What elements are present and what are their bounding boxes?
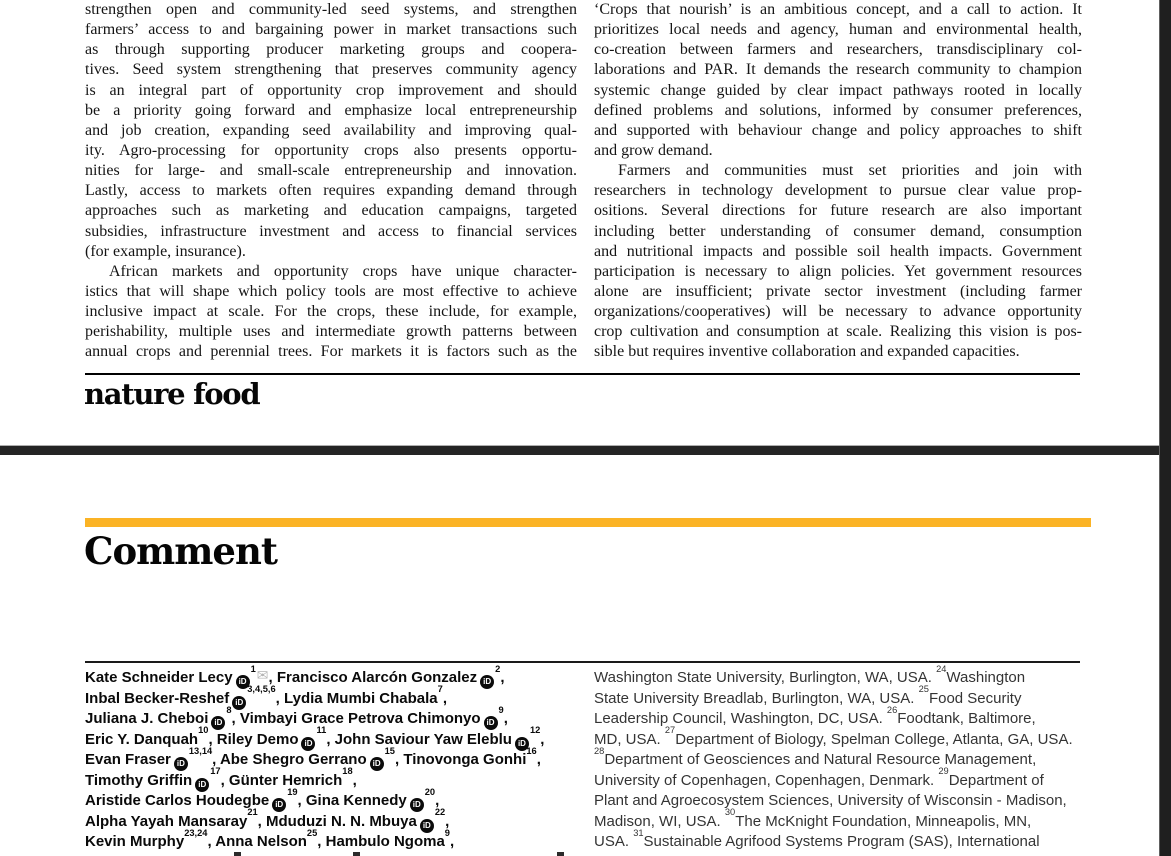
- affiliation-superscript: 17: [210, 766, 221, 777]
- affiliation-superscript: 28: [594, 745, 605, 756]
- affiliation-superscript: 16: [526, 745, 537, 756]
- text: ,: [257, 812, 266, 830]
- text: ,: [212, 751, 220, 768]
- author-name: Tinovonga Gonhi: [403, 751, 527, 768]
- email-icon[interactable]: ✉: [256, 668, 269, 684]
- author-line: [85, 745, 595, 771]
- text-line: farmers’ access to and bargaining power in market transactions such: [85, 21, 577, 39]
- text-line: (for example, insurance).: [85, 242, 246, 260]
- text-line: systemic change guided by clear impact pathways rooted in locally: [594, 81, 1082, 99]
- orcid-icon[interactable]: iD: [232, 696, 246, 710]
- text: University of Copenhagen, Copenhagen, Denmark.: [594, 771, 939, 789]
- author-name: Aristide Carlos Houdegbe: [85, 792, 270, 809]
- affiliation-line: [594, 807, 1084, 833]
- page-divider-bar: [0, 445, 1171, 455]
- text: Food Security: [928, 689, 1022, 707]
- orcid-icon[interactable]: iD: [272, 798, 286, 812]
- footer-rule: [85, 373, 1080, 375]
- text: Madison, WI, USA.: [594, 812, 725, 830]
- text: ,: [536, 751, 541, 768]
- text: Department of Geosciences and Natural Resource Management,: [604, 751, 1037, 768]
- affiliation-superscript: 12: [529, 725, 541, 736]
- author-name: Kate Schneider Lecy: [85, 669, 233, 686]
- orcid-icon[interactable]: iD: [236, 675, 250, 689]
- text: ,: [442, 689, 447, 707]
- text-line: as through supporting producer marketing groups and coopera-: [85, 41, 577, 59]
- author-line: [85, 766, 595, 792]
- text-line: co-creation between farmers and researchers, transdisciplinary col-: [594, 41, 1082, 59]
- author-name: Mduduzi N. N. Mbuya: [266, 812, 417, 830]
- author-name: Inbal Becker-Reshef: [85, 689, 230, 707]
- text-line: defined problems and solutions, informed by consumer preferences,: [594, 101, 1082, 119]
- text: Foodtank, Baltimore,: [897, 710, 1036, 727]
- text: Plant and Agroecosystem Sciences, University of Wisconsin - Madison,: [594, 792, 1067, 809]
- text: Leadership Council, Washington, DC, USA.: [594, 710, 887, 727]
- text-line: inclusive impact at scale. For the crops, these include, for example,: [85, 303, 577, 321]
- author-line: [85, 786, 595, 812]
- author-line: [85, 725, 595, 751]
- affiliation-superscript: 25: [918, 684, 929, 695]
- author-name: Kevin Murphy: [85, 833, 185, 850]
- text-line: istics that will shape which policy tools are most effective to achieve: [85, 282, 577, 300]
- authors-rule: [85, 661, 1080, 663]
- text-line: is an integral part of opportunity crop improvement and should: [85, 81, 577, 99]
- author-name: Hambulo Ngoma: [325, 833, 445, 850]
- text-line: including better understanding of consumer demand, consumption: [594, 222, 1082, 240]
- text: ,: [435, 792, 440, 809]
- orcid-icon[interactable]: iD: [301, 737, 315, 751]
- author-name: Evan Fraser: [85, 751, 171, 768]
- text: ,: [208, 730, 217, 748]
- text: Department of: [948, 771, 1044, 789]
- orcid-icon[interactable]: iD: [420, 819, 434, 833]
- author-name: Vimbayi Grace Petrova Chimonyo: [239, 710, 481, 727]
- text: ,: [540, 730, 545, 748]
- affiliation-superscript: 24: [936, 663, 947, 674]
- author-line: [85, 663, 595, 689]
- orcid-icon[interactable]: iD: [410, 798, 424, 812]
- affiliation-superscript: 23,24: [184, 827, 208, 838]
- text: ,: [326, 730, 335, 748]
- text: Department of Biology, Spelman College, Atlanta, GA, USA.: [675, 730, 1073, 748]
- text-line: subsidies, infrastructure investment and access to financial services: [85, 222, 577, 240]
- article-text-right-column: [594, 0, 1082, 363]
- affiliation-line: [594, 745, 1084, 771]
- text-line: alone are insufficient; private sector investment (including farmer: [594, 282, 1082, 300]
- text: ,: [207, 833, 216, 850]
- affiliation-superscript: 13,14: [188, 745, 213, 756]
- comment-accent-bar: [85, 518, 1091, 527]
- affiliation-line: [594, 684, 1084, 710]
- clipped-text-fragment: [557, 852, 564, 856]
- affiliation-superscript: 20: [424, 786, 436, 797]
- affiliation-superscript: 10: [198, 725, 209, 736]
- author-name: Günter Hemrich: [228, 771, 343, 789]
- text: USA.: [594, 833, 634, 850]
- text-line: and nutritional impacts and possible soil health impacts. Government: [594, 242, 1082, 260]
- clipped-text-fragments: [85, 852, 585, 856]
- author-name: Timothy Griffin: [85, 771, 193, 789]
- orcid-icon[interactable]: iD: [484, 716, 498, 730]
- text: ,: [275, 689, 285, 707]
- text-line: perishability, multiple uses and intermediate growth patterns between: [85, 323, 577, 341]
- text-line: annual crops and perennial trees. For markets it is factors such as the: [85, 343, 577, 361]
- text-line: and grow demand.: [594, 141, 713, 159]
- author-name: John Saviour Yaw Eleblu: [334, 730, 512, 748]
- author-line: [85, 704, 595, 730]
- text: ,: [394, 751, 404, 768]
- orcid-icon[interactable]: iD: [480, 675, 494, 689]
- affiliation-line: [594, 791, 1084, 812]
- affiliation-superscript: 15: [384, 745, 395, 756]
- text: The McKnight Foundation, Minneapolis, MN,: [735, 812, 1032, 830]
- text-line: sible but requires inventive collaboration and expanded capacities.: [594, 343, 1020, 361]
- affiliation-superscript: 18: [342, 766, 353, 777]
- text: ,: [317, 833, 326, 850]
- text: State University Breadlab, Burlington, WA, USA.: [594, 689, 919, 707]
- author-name: Gina Kennedy: [305, 792, 407, 809]
- author-name: Abe Shegro Gerrano: [219, 751, 367, 768]
- affiliation-superscript: 26: [886, 704, 898, 715]
- text-line: and job creation, expanding seed availability and improving qual-: [85, 121, 577, 139]
- affiliation-superscript: 27: [664, 725, 676, 736]
- affiliation-line: [594, 827, 1084, 853]
- author-name: Anna Nelson: [215, 833, 307, 850]
- author-name: Francisco Alarcón Gonzalez: [276, 669, 478, 686]
- affiliation-superscript: 8: [226, 704, 232, 715]
- text: Washington State University, Burlington, WA, USA.: [594, 669, 937, 686]
- text: ,: [449, 833, 455, 850]
- text-line: organizations/cooperatives) will be necessary to advance opportunity: [594, 303, 1082, 321]
- text: Sustainable Agrifood Systems Program (SAS), International: [643, 833, 1040, 850]
- affiliation-superscript: 7: [437, 684, 443, 695]
- text: ,: [268, 669, 277, 686]
- text: MD, USA.: [594, 730, 665, 748]
- text: ,: [503, 710, 508, 727]
- article-text-left-column: [85, 0, 577, 363]
- clipped-text-fragment: [234, 852, 241, 856]
- affiliation-superscript: 22: [434, 807, 446, 818]
- page-edge-bar: [1159, 0, 1171, 856]
- comment-heading: Comment: [84, 529, 277, 573]
- affiliation-superscript: 2: [495, 663, 501, 674]
- text-line: participation is necessary to align policies. Yet government resources: [594, 262, 1082, 280]
- author-name: Riley Demo: [216, 730, 299, 748]
- text-line: laborations and PAR. It demands the research community to champion: [594, 61, 1082, 79]
- orcid-icon[interactable]: iD: [195, 778, 209, 792]
- affiliation-superscript: 3,4,5,6: [247, 684, 276, 695]
- text-line: ositions. Several directions for future research are also important: [594, 202, 1082, 220]
- orcid-icon[interactable]: iD: [515, 737, 529, 751]
- journal-logo: nature food: [84, 377, 260, 411]
- text: ,: [500, 669, 505, 686]
- orcid-icon[interactable]: iD: [211, 716, 225, 730]
- affiliation-superscript: 31: [633, 827, 644, 838]
- text: Washington: [946, 669, 1026, 686]
- affiliation-superscript: 29: [938, 766, 949, 777]
- affiliation-line: [594, 725, 1084, 751]
- text: ,: [445, 812, 450, 830]
- author-line: [85, 827, 595, 853]
- affiliation-line: [594, 766, 1084, 792]
- affiliation-superscript: 9: [498, 704, 504, 715]
- text-line: Lastly, access to markets often requires expanding demand through: [85, 182, 577, 200]
- text-line: African markets and opportunity crops have unique character-: [109, 262, 577, 280]
- text-line: strengthen open and community-led seed systems, and strengthen: [85, 1, 577, 18]
- text-line: Farmers and communities must set priorities and join with: [618, 162, 1082, 180]
- affiliation-superscript: 30: [724, 807, 736, 818]
- orcid-icon[interactable]: iD: [174, 757, 188, 771]
- text-line: ‘Crops that nourish’ is an ambitious concept, and a call to action. It: [594, 1, 1082, 18]
- author-list: [85, 663, 595, 853]
- affiliation-superscript: 21: [247, 807, 258, 818]
- text-line: tives. Seed system strengthening that preserves community agency: [85, 61, 577, 79]
- affiliation-superscript: 25: [306, 827, 318, 838]
- orcid-icon[interactable]: iD: [370, 757, 384, 771]
- affiliations-column: [594, 663, 1084, 853]
- text-line: researchers in technology development to pursue clear value prop-: [594, 182, 1082, 200]
- author-line: [85, 684, 595, 710]
- author-name: Eric Y. Danquah: [85, 730, 199, 748]
- affiliation-superscript: 1: [250, 663, 256, 674]
- text-line: approaches such as marketing and education campaigns, targeted: [85, 202, 577, 220]
- affiliation-superscript: 19: [287, 786, 298, 797]
- text: ,: [352, 771, 357, 789]
- author-name: Lydia Mumbi Chabala: [284, 689, 438, 707]
- affiliation-line: [594, 663, 1084, 689]
- text-line: nities for large- and small-scale entrepreneurship and innovation.: [85, 162, 577, 180]
- affiliation-superscript: 9: [444, 827, 450, 838]
- text: ,: [297, 792, 306, 809]
- clipped-text-fragment: [353, 852, 360, 856]
- author-name: Alpha Yayah Mansaray: [85, 812, 248, 830]
- affiliation-superscript: 11: [316, 725, 327, 736]
- text: ,: [231, 710, 240, 727]
- text-line: and supported with behaviour change and policy approaches to shift: [594, 121, 1082, 139]
- text-line: prioritizes local needs and agency, human and environmental health,: [594, 21, 1082, 39]
- author-line: [85, 807, 595, 833]
- text: ,: [220, 771, 229, 789]
- text-line: crop cultivation and consumption at scale. Realizing this vision is pos-: [594, 323, 1082, 341]
- text-line: ity. Agro-processing for opportunity crops also presents opportu-: [85, 141, 577, 159]
- author-name: Juliana J. Cheboi: [85, 710, 209, 727]
- text-line: be a priority going forward and emphasize local entrepreneurship: [85, 101, 577, 119]
